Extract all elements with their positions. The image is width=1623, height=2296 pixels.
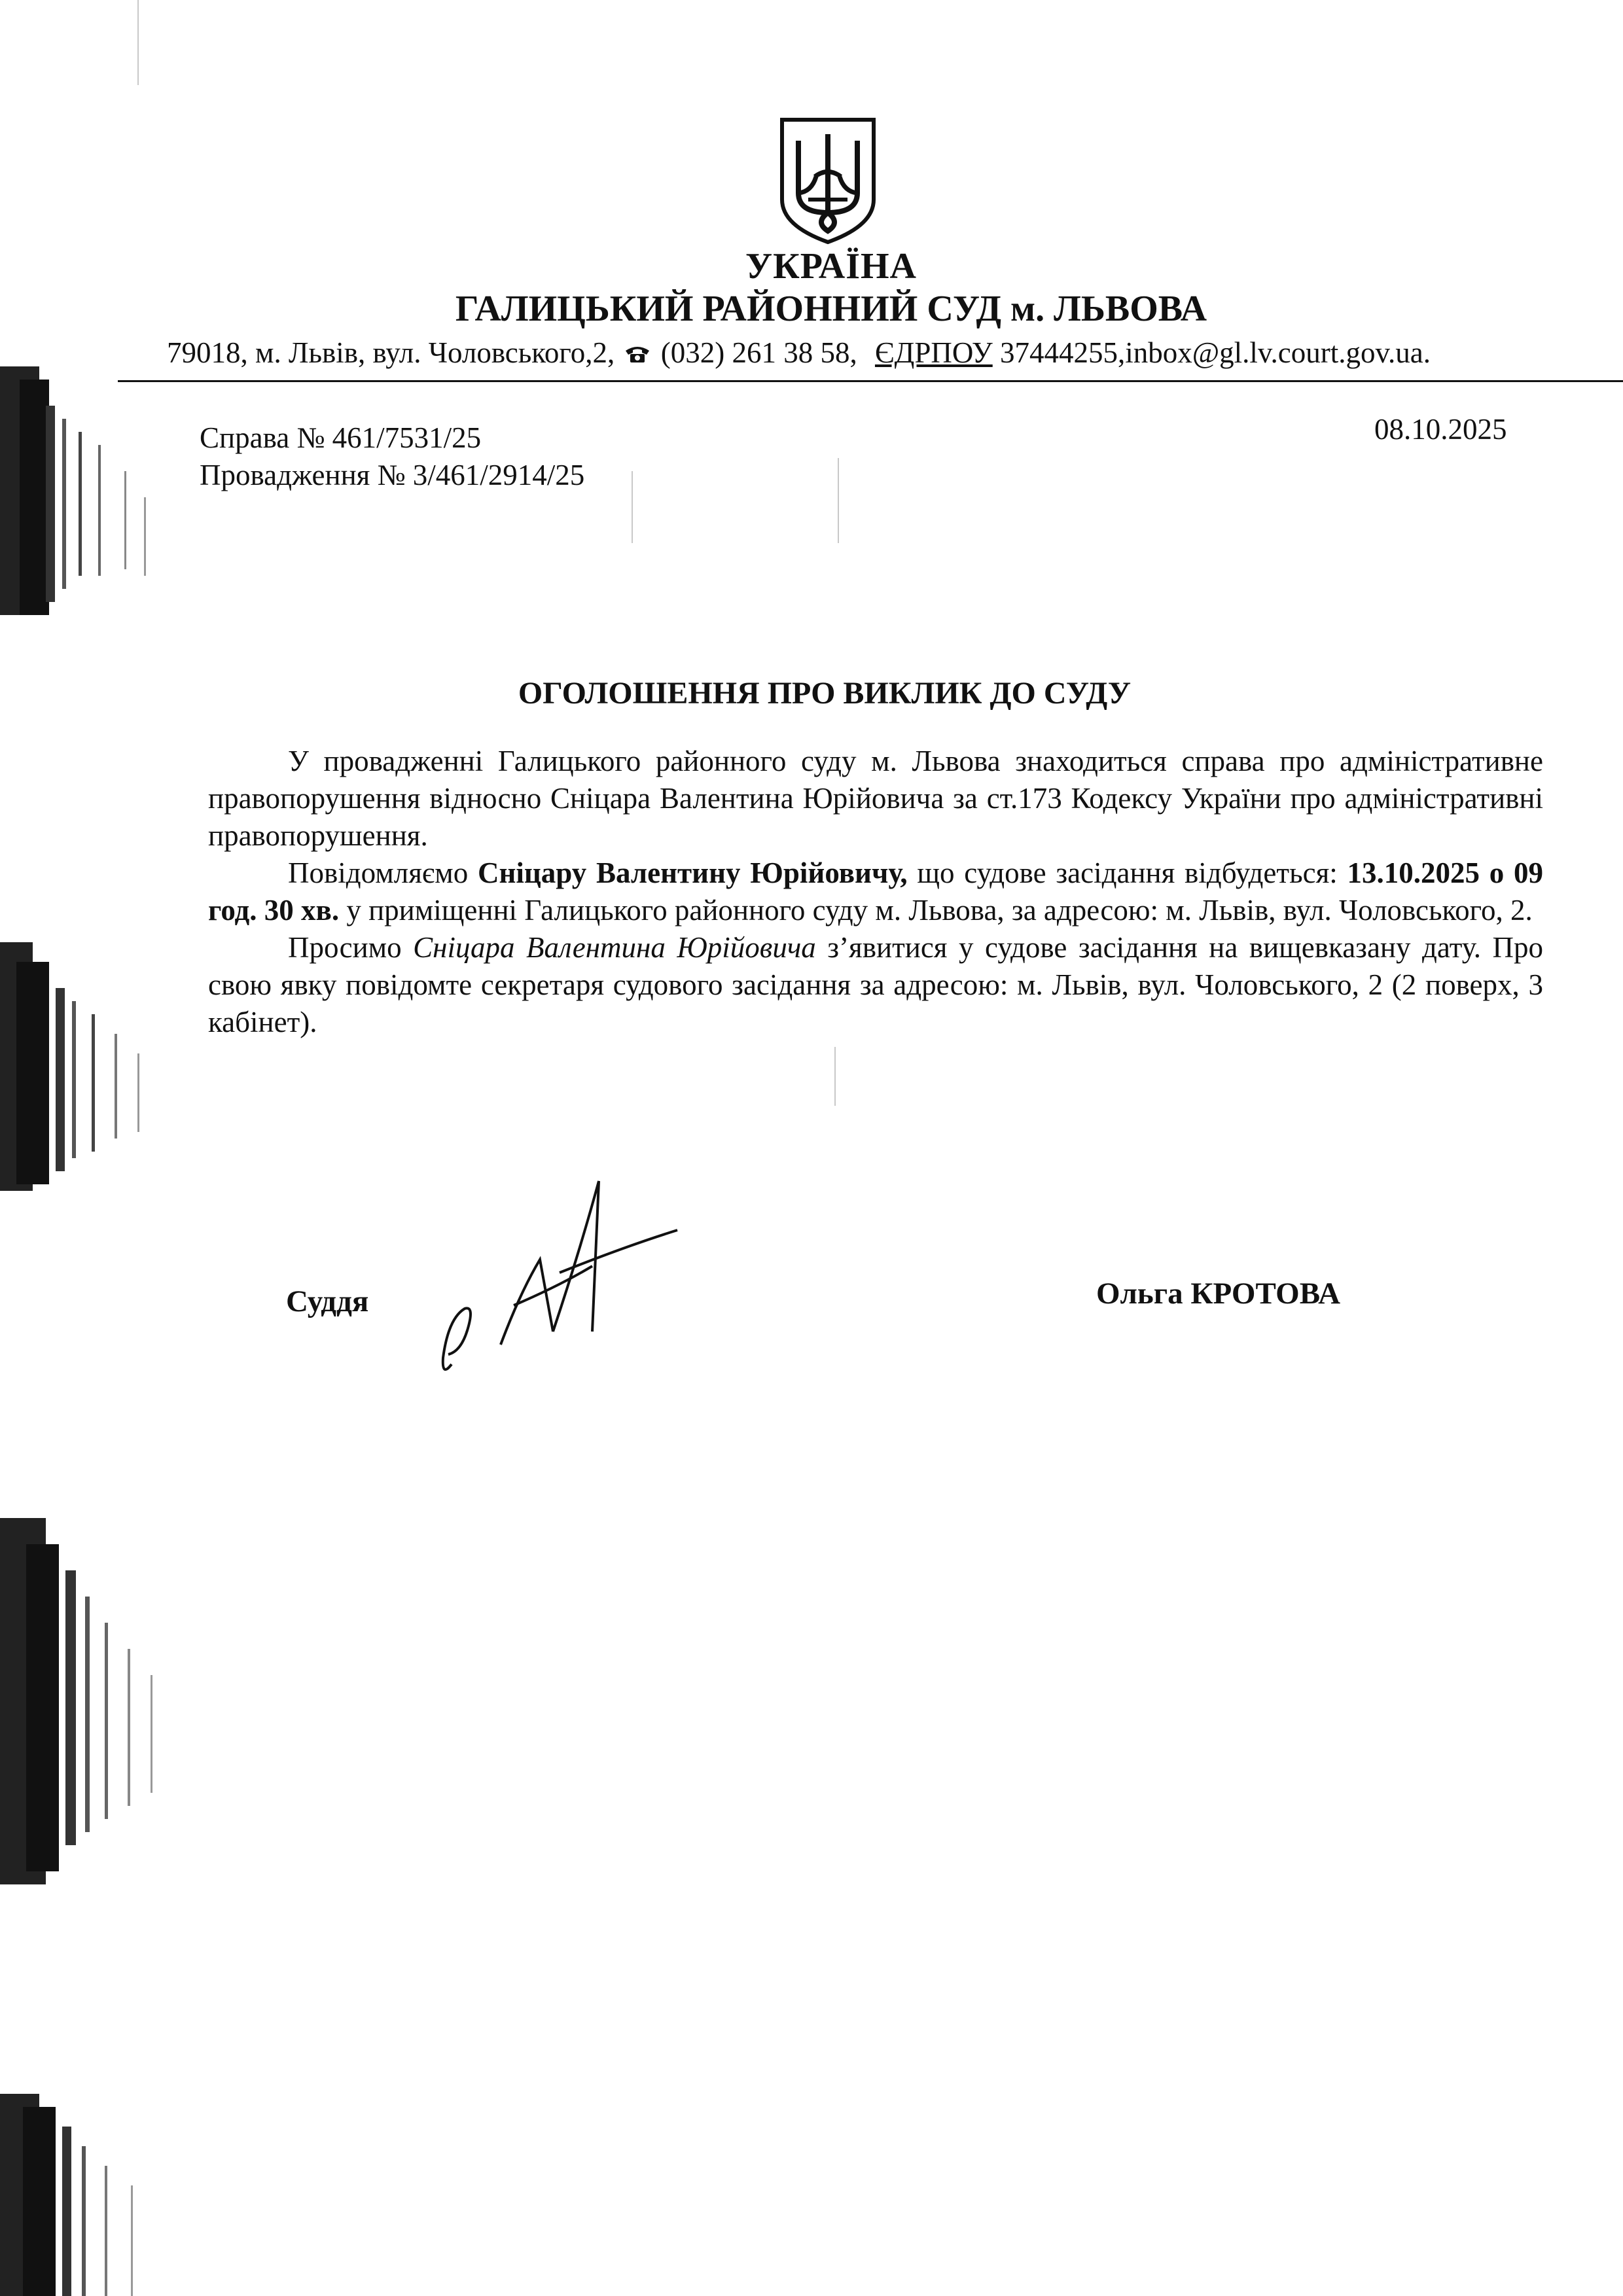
handwritten-signature [429, 1174, 690, 1384]
paragraph-case: У провадженні Галицького районного суду м. Львова знаходиться справа про адміністративне правопорушення відносно Сніцара Валентина Юрійовича за ст.173 Кодексу України про адміністративні правопорушення. [208, 745, 1543, 852]
scan-artifact-middle [0, 942, 164, 1217]
document-title: ОГОЛОШЕННЯ ПРО ВИКЛИК ДО СУДУ [518, 676, 1132, 711]
defendant-name-bold: Сніцару Валентину Юрійовичу, [477, 857, 908, 889]
case-number: Справа № 461/7531/25 [200, 421, 482, 454]
scan-streak [632, 471, 633, 543]
paragraph-hearing: Повідомляємо Сніцару Валентину Юрійовичу, що судове засідання відбудеться: 13.10.2025 о 09 год. 30 хв. у приміщенні Галицького районного суду м. Львова, за адресою: м. Львів, вул. Чоловського, 2. [208, 857, 1543, 927]
header-divider [118, 380, 1623, 382]
scan-streak [834, 1047, 836, 1106]
telephone-icon [624, 344, 651, 364]
document-date: 08.10.2025 [1374, 413, 1507, 446]
document-body [208, 743, 1543, 1041]
ukraine-trident-emblem-icon [776, 115, 880, 245]
scan-streak [137, 0, 139, 85]
scan-artifact-bottom [0, 2094, 164, 2296]
address-text: 79018, м. Львів, вул. Чоловського,2, [167, 336, 615, 369]
court-name: ГАЛИЦЬКИЙ РАЙОННИЙ СУД м. ЛЬВОВА [455, 289, 1207, 329]
defendant-name-italic: Сніцара Валентина Юрійовича [413, 931, 816, 964]
court-address-line [167, 336, 1594, 370]
paragraph-request: Просимо Сніцара Валентина Юрійовича з’явитися у судове засідання на вищевказану дату. Про свою явку повідомте секретаря судового засідання за адресою: м. Львів, вул. Чоловського, 2 (2 поверх, 3 кабінет). [208, 931, 1543, 1038]
judge-name: Ольга КРОТОВА [1096, 1277, 1341, 1311]
edrpou-label: ЄДРПОУ [874, 336, 993, 369]
judge-role-label: Суддя [286, 1284, 369, 1318]
proceeding-number: Провадження № 3/461/2914/25 [200, 459, 585, 491]
phone-number: (032) 261 38 58, [660, 336, 857, 369]
scan-streak [838, 458, 839, 543]
hearing-datetime: 13.10.2025 о 09 год. 30 хв. [208, 857, 1543, 927]
scan-artifact-lower [0, 1518, 164, 1911]
edrpou-code-email: 37444255,inbox@gl.lv.court.gov.ua. [999, 336, 1431, 369]
country-title: УКРАЇНА [745, 246, 917, 287]
scan-artifact-top [0, 366, 164, 641]
